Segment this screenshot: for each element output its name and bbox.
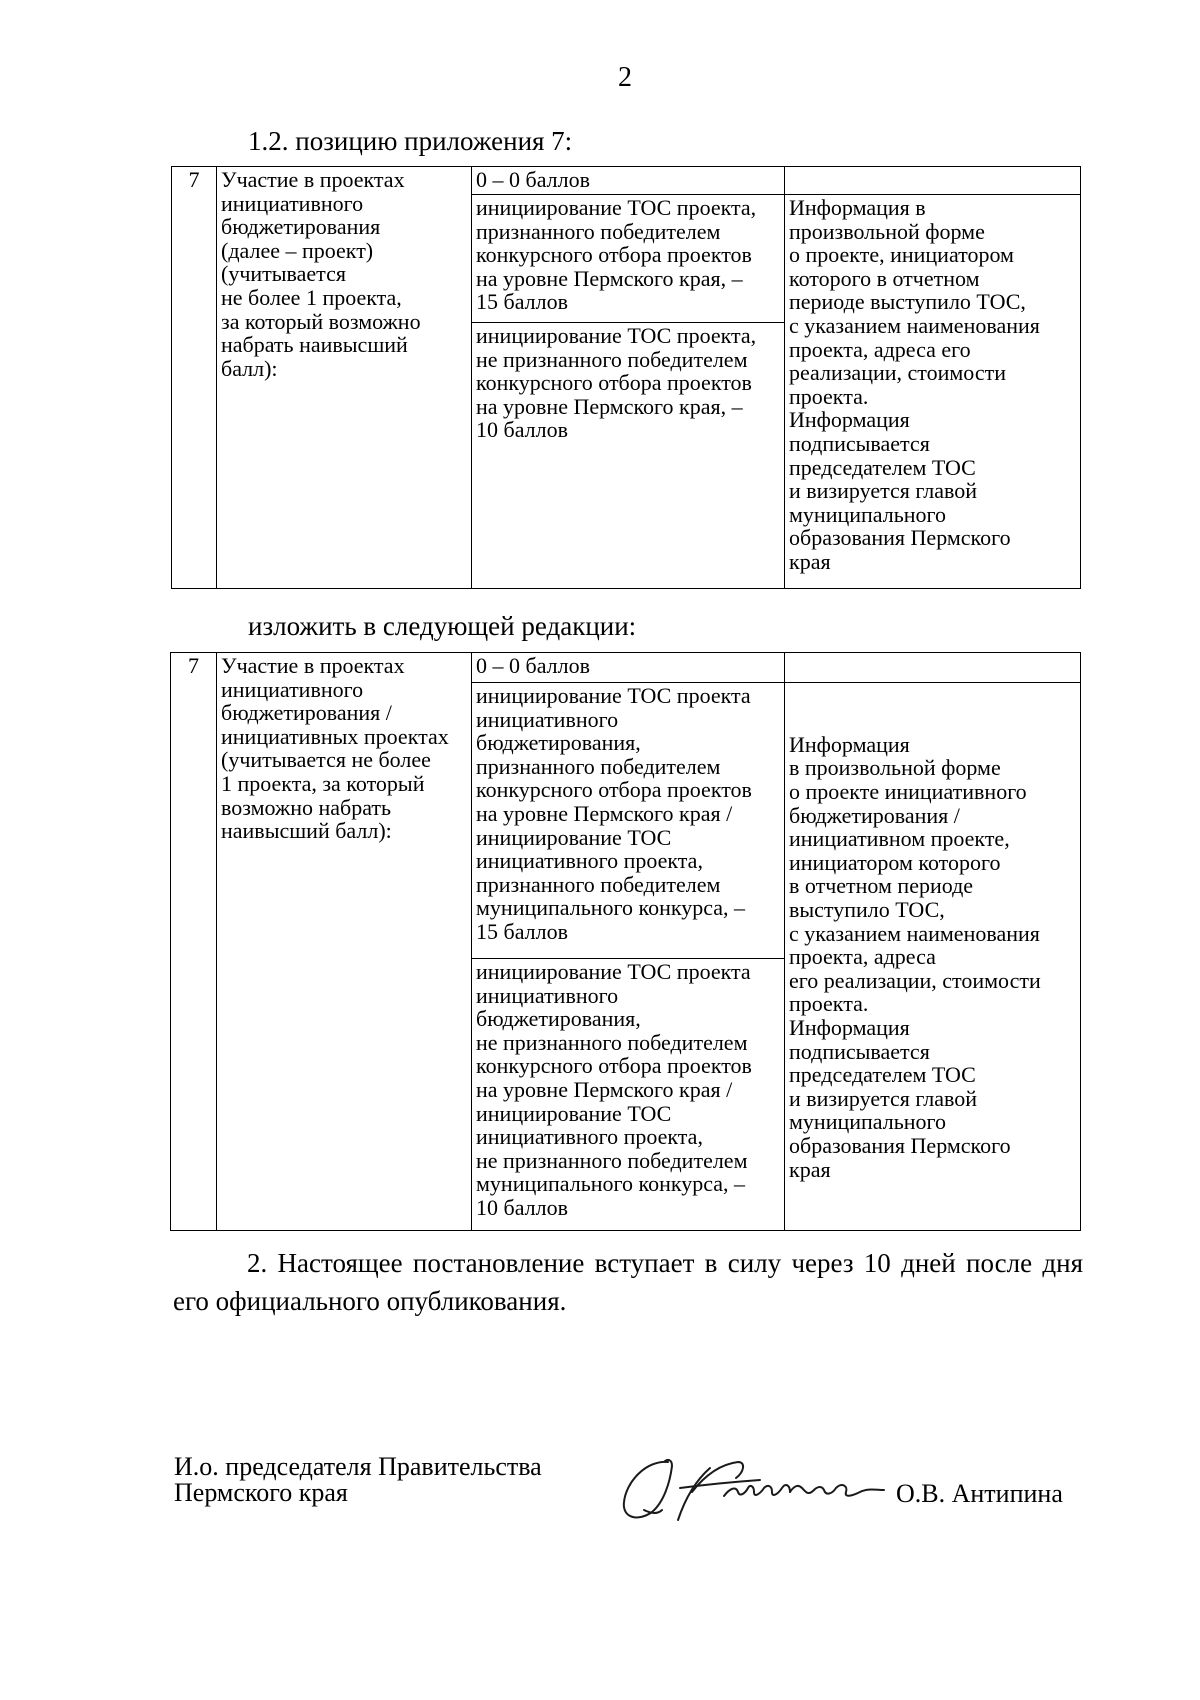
old-criterion-cell	[217, 167, 472, 589]
new-option-2-text: инициирование ТОС проекта инициативного бюджетирования, не признанного победителем конкурсного отбора проектов на уровне Пермского края / инициирование ТОС инициативного проекта, не признанного победителем муниципального конкурса, – 10 баллов	[476, 959, 752, 1220]
page-number: 2	[618, 62, 632, 93]
old-option-1-cell	[472, 195, 785, 323]
handwritten-signature	[620, 1452, 910, 1524]
new-row-number: 7	[171, 653, 217, 1231]
new-option-0-text: 0 – 0 баллов	[476, 653, 590, 678]
item-heading: 1.2. позицию приложения 7:	[248, 126, 573, 156]
new-criterion-text: Участие в проектах инициативного бюджетирования / инициативных проектах (учитывается не более 1 проекта, за который возможно набрать наивысший балл):	[221, 653, 449, 844]
signatory-title: И.о. председателя Правительства Пермского края	[174, 1452, 542, 1507]
new-version-heading: изложить в следующей редакции:	[248, 611, 637, 641]
new-option-1-text: инициирование ТОС проекта инициативного бюджетирования, признанного победителем конкурсного отбора проектов на уровне Пермского края / инициирование ТОС инициативного проекта, признанного победителем муниципального конкурса, – 15 баллов	[476, 683, 752, 944]
signatory-name: О.В. Антипина	[896, 1479, 1063, 1508]
old-option-0-cell	[472, 167, 785, 195]
old-option-0-text: 0 – 0 баллов	[476, 167, 590, 192]
new-info-cell	[785, 683, 1081, 1231]
old-info-text: Информация в произвольной форме о проекте, инициатором которого в отчетном периоде выступило ТОС, с указанием наименования проекта, адреса его реализации, стоимости проекта. Информация подписывается председателем ТОС и визируется главой муниципального образования Пермского края	[789, 195, 1040, 574]
old-empty-cell	[785, 167, 1081, 195]
old-criteria-table	[171, 166, 1081, 589]
new-option-1-cell	[472, 683, 785, 959]
new-criterion-cell	[217, 653, 472, 1231]
old-option-2-cell	[472, 323, 785, 589]
new-info-text: Информация в произвольной форме о проекте инициативного бюджетирования / инициативном проекте, инициатором которого в отчетном периоде выступило ТОС, с указанием наименования проекта, адреса его реализации, стоимости проекта. Информация подписывается председателем ТОС и визируется главой муниципального образования Пермского края	[789, 731, 1041, 1182]
old-criterion-text: Участие в проектах инициативного бюджетирования (далее – проект) (учитывается не более 1 проекта, за который возможно набрать наивысший балл):	[221, 167, 421, 381]
old-row-number: 7	[172, 167, 217, 589]
new-option-2-cell	[472, 959, 785, 1231]
new-empty-cell	[785, 653, 1081, 683]
old-option-1-text: инициирование ТОС проекта, признанного победителем конкурсного отбора проектов на уровне Пермского края, – 15 баллов	[476, 195, 757, 315]
old-option-2-text: инициирование ТОС проекта, не признанного победителем конкурсного отбора проектов на уровне Пермского края, – 10 баллов	[476, 323, 757, 443]
new-option-0-cell	[472, 653, 785, 683]
new-criteria-table	[170, 652, 1081, 1231]
old-info-cell	[785, 195, 1081, 589]
clause-2-text: 2. Настоящее постановление вступает в силу через 10 дней после дня его официального опубликования.	[173, 1248, 1083, 1316]
